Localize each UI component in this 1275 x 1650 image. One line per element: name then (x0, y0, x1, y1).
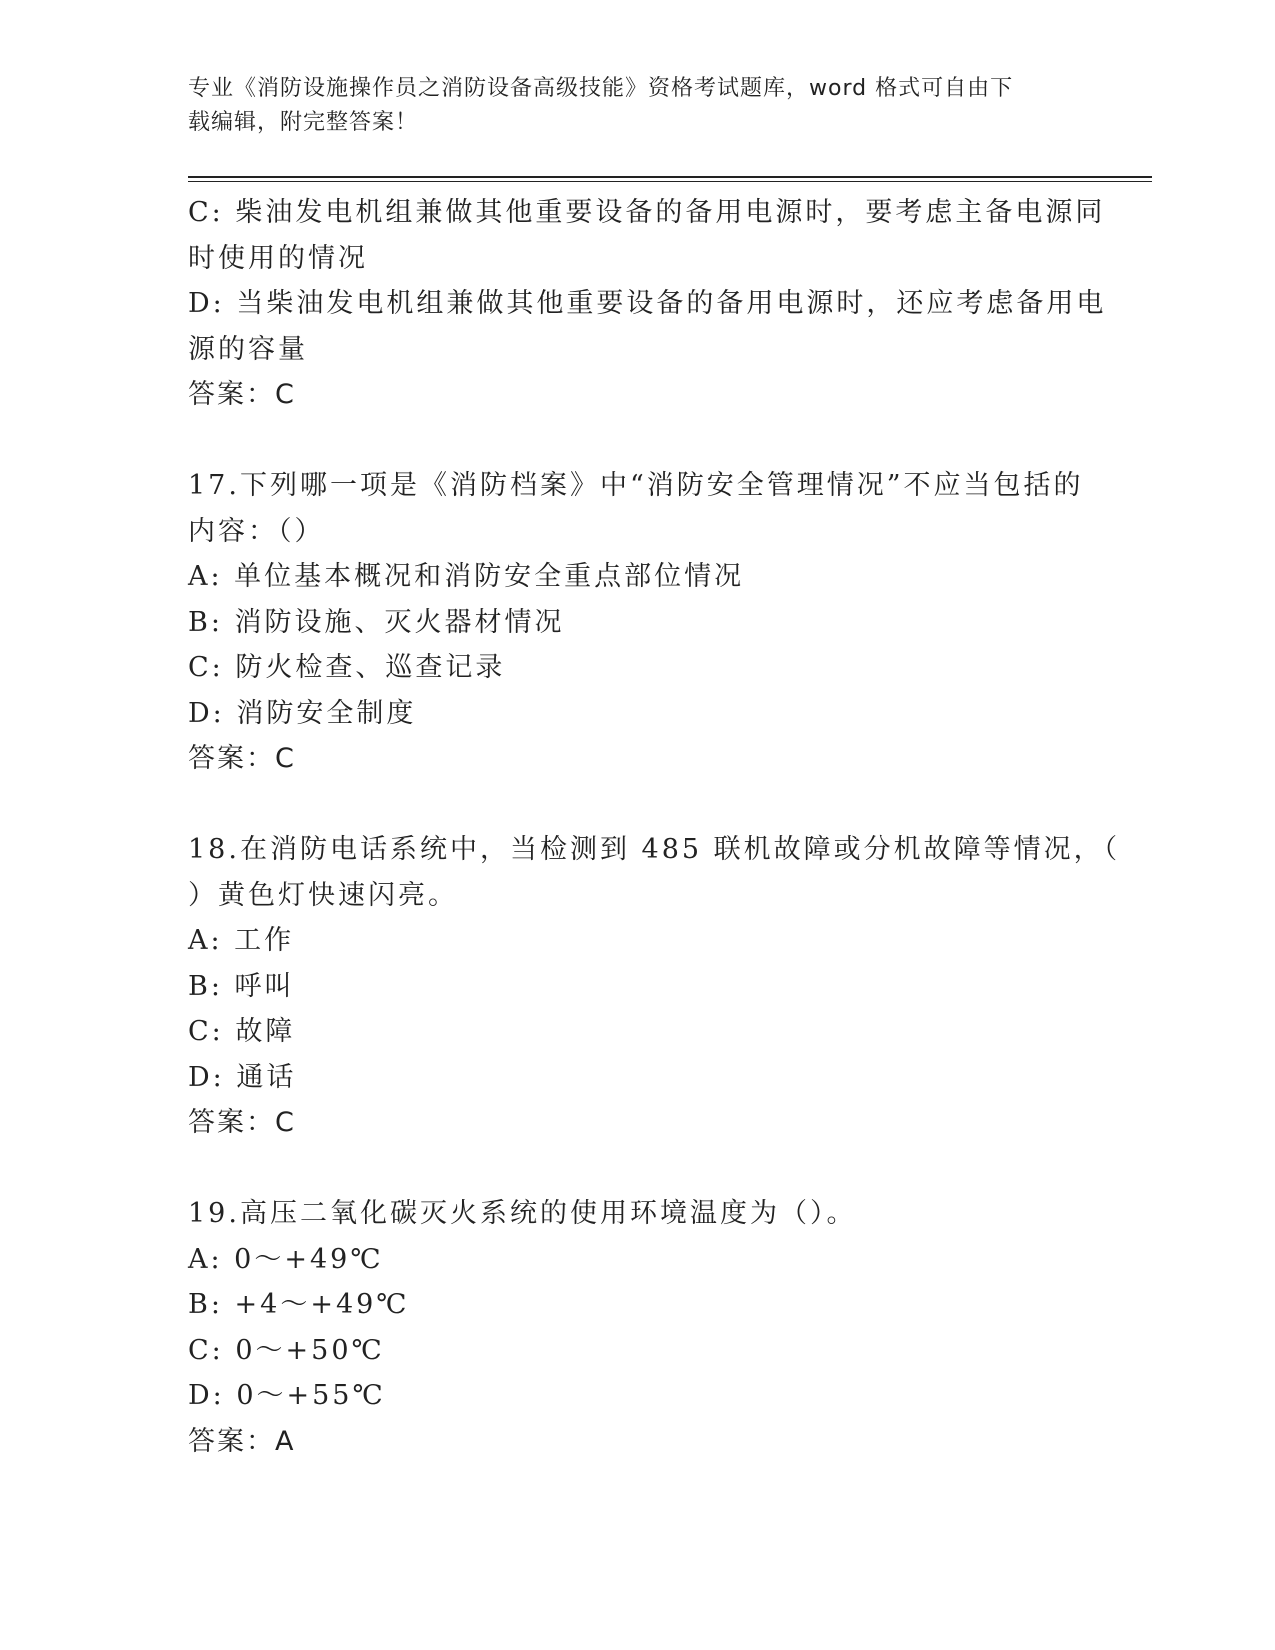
question-19 (188, 1191, 1088, 1464)
option-c: C: 防火检查、巡查记录 (188, 652, 506, 683)
option-a: A: 单位基本概况和消防安全重点部位情况 (188, 561, 745, 592)
answer-line: 答案：A (188, 1425, 296, 1457)
spacer (188, 1146, 1088, 1192)
option-d: D: 消防安全制度 (188, 697, 417, 729)
answer-line: 答案：C (188, 379, 296, 410)
question-16-remainder (188, 190, 1107, 418)
header-line-1: 专业《消防设施操作员之消防设备高级技能》资格考试题库，word 格式可自由下 (188, 76, 1014, 101)
question-list (188, 190, 1121, 1464)
question-text-line-1: 18.在消防电话系统中，当检测到 485 联机故障或分机故障等情况，（ (188, 834, 1121, 865)
option-d: D: 通话 (188, 1061, 297, 1093)
header-rule-thin (188, 181, 1152, 182)
option-b: B: 消防设施、灭火器材情况 (188, 606, 565, 638)
question-18 (188, 827, 1121, 1146)
option-d-line-1: D: 当柴油发电机组兼做其他重要设备的备用电源时，还应考虑备用电 (188, 288, 1107, 319)
question-text-line-2: 内容：（） (188, 515, 325, 547)
option-d: D: 0～+55℃ (188, 1380, 386, 1411)
option-a: A: 0～+49℃ (188, 1243, 384, 1275)
option-c: C: 0～+50℃ (188, 1334, 385, 1366)
answer-line: 答案：C (188, 743, 296, 774)
option-c-line-2: 时使用的情况 (188, 242, 368, 274)
question-17 (188, 463, 1088, 782)
option-c: C: 故障 (188, 1016, 296, 1047)
spacer (188, 782, 1088, 828)
option-d-line-2: 源的容量 (188, 333, 308, 365)
option-a: A: 工作 (188, 925, 295, 956)
header-rule-thick (188, 176, 1152, 178)
question-text-line-1: 17.下列哪一项是《消防档案》中“消防安全管理情况”不应当包括的 (188, 470, 1084, 501)
question-text-line-2: ）黄色灯快速闪亮。 (188, 879, 458, 911)
spacer (188, 418, 1088, 464)
option-c-line-1: C: 柴油发电机组兼做其他重要设备的备用电源时，要考虑主备电源同 (188, 197, 1106, 228)
option-b: B: 呼叫 (188, 970, 295, 1002)
question-text-line-1: 19.高压二氧化碳灭火系统的使用环境温度为（）。 (188, 1198, 857, 1229)
header-line-2: 载编辑，附完整答案！ (188, 110, 419, 135)
option-b: B: +4～+49℃ (188, 1289, 410, 1320)
answer-line: 答案：C (188, 1107, 296, 1138)
document-header (188, 72, 1088, 140)
